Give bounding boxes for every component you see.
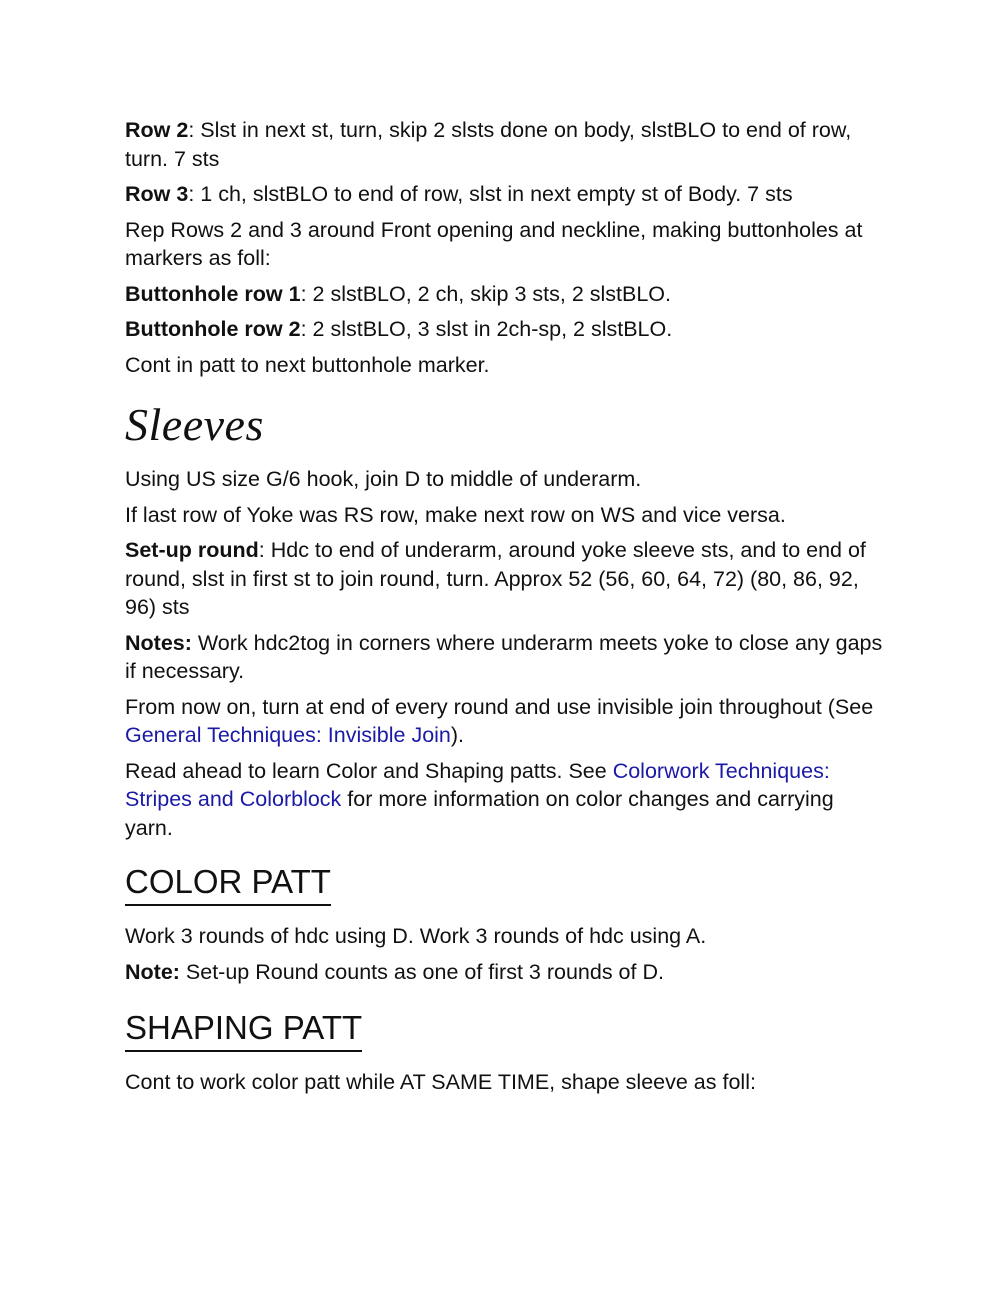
color-patt-note-label: Note: [125,959,180,984]
invisible-join-link[interactable]: General Techniques: Invisible Join [125,723,451,747]
setup-round-paragraph [125,536,885,622]
notes-paragraph [125,629,885,686]
read-ahead-after: for more information on color changes and carrying yarn. [125,787,834,840]
read-ahead-before: Read ahead to learn Color and Shaping patts. See [125,758,613,783]
sleeves-hook-paragraph: Using US size G/6 hook, join D to middle of underarm. [125,467,642,491]
sleeves-heading: Sleeves [125,399,264,450]
notes-text: Work hdc2tog in corners where underarm meets yoke to close any gaps if necessary. [125,630,883,683]
colorwork-techniques-link[interactable]: Colorwork Techniques: Stripes and Colorblock [125,758,830,811]
repeat-paragraph: Rep Rows 2 and 3 around Front opening and neckline, making buttonholes at markers as foll: [125,217,863,270]
invisible-join-after: ). [450,723,465,747]
buttonhole-row-2-label: Buttonhole row 2 [125,317,301,341]
read-ahead-paragraph [125,757,885,843]
setup-round-label: Set-up round [125,538,259,562]
row-3-text: : 1 ch, slstBLO to end of row, slst in next empty st of Body. 7 sts [188,182,793,206]
row-2-label: Row 2 [125,118,189,142]
buttonhole-row-2-paragraph [125,315,885,344]
shaping-patt-heading: SHAPING PATT [125,1008,362,1052]
invisible-join-before: From now on, turn at end of every round and use invisible join throughout (See [125,694,874,719]
row-3-paragraph [125,180,885,209]
color-patt-note-paragraph [125,958,885,987]
row-2-text: : Slst in next st, turn, skip 2 slsts done on body, slstBLO to end of row, turn. 7 sts [125,118,852,171]
buttonhole-row-1-text: : 2 slstBLO, 2 ch, skip 3 sts, 2 slstBLO. [300,281,671,306]
continue-paragraph: Cont in patt to next buttonhole marker. [125,352,490,377]
row-3-label: Row 3 [125,182,189,206]
color-patt-note-text: Set-up Round counts as one of first 3 rounds of D. [179,959,664,984]
document-page [125,116,885,1097]
buttonhole-row-2-text: : 2 slstBLO, 3 slst in 2ch-sp, 2 slstBLO. [300,317,673,341]
shaping-patt-paragraph: Cont to work color patt while AT SAME TIME, shape sleeve as foll: [125,1070,756,1094]
notes-label: Notes: [125,630,192,655]
color-patt-paragraph: Work 3 rounds of hdc using D. Work 3 rounds of hdc using A. [125,924,707,948]
buttonhole-row-1-paragraph [125,280,885,309]
color-patt-heading: COLOR PATT [125,862,331,906]
buttonhole-row-1-label: Buttonhole row 1 [125,281,301,306]
shaping-patt-heading-wrap [125,1008,885,1052]
color-patt-heading-wrap [125,862,885,906]
sleeves-row-paragraph: If last row of Yoke was RS row, make next row on WS and vice versa. [125,502,786,527]
invisible-join-paragraph [125,693,885,750]
setup-round-text: : Hdc to end of underarm, around yoke sleeve sts, and to end of round, slst in first st to join round, turn. Approx 52 (56, 60, 64, 72) (80, 86, 92, 96) sts [125,538,866,619]
row-2-paragraph [125,116,885,173]
